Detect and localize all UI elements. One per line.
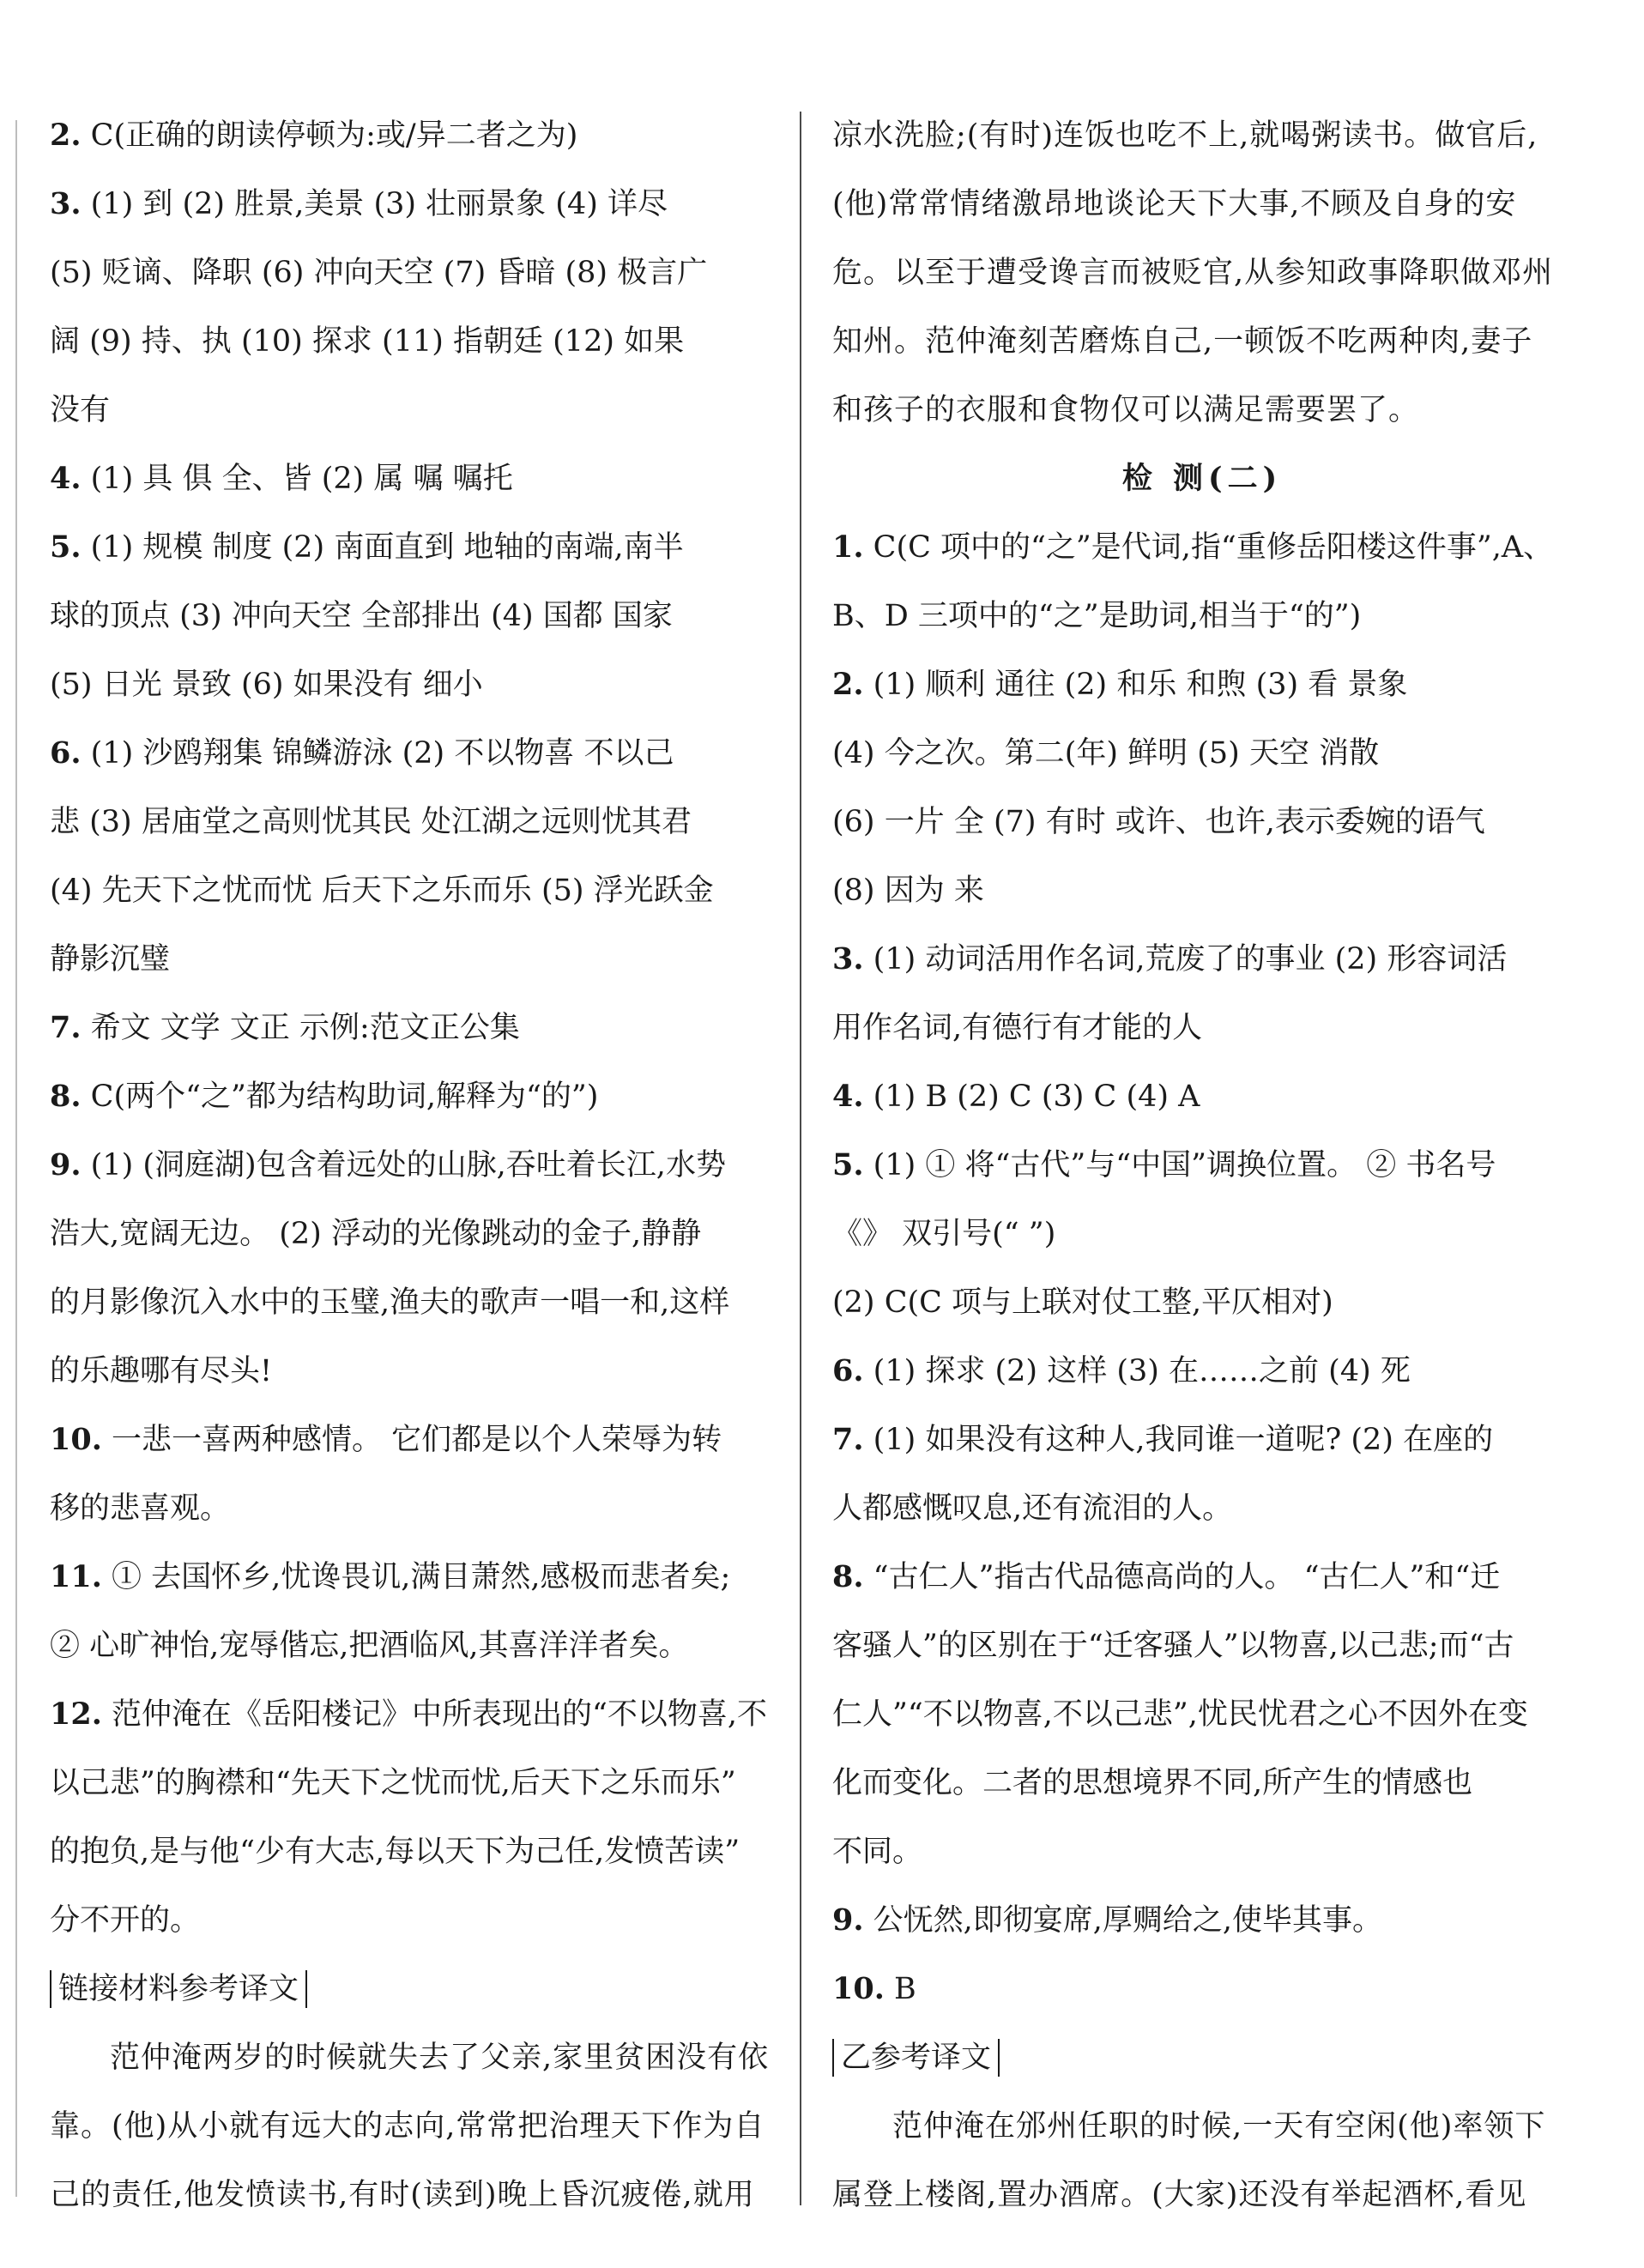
answer-text: 没有 — [50, 393, 111, 427]
answer-text: 仁人”“不以物喜,不以己悲”,忧民忧君之心不因外在变 — [832, 1697, 1528, 1732]
answer-line — [832, 719, 1572, 788]
answer-text: 静影沉璧 — [50, 942, 171, 977]
answer-line — [50, 1474, 789, 1543]
answer-line — [50, 1268, 789, 1337]
answer-text: 悲 (3) 居庙堂之高则忧其民 处江湖之远则忧其君 — [50, 805, 692, 839]
question-number: 5. — [50, 529, 82, 565]
question-number: 1. — [832, 529, 864, 565]
answer-line — [832, 1749, 1572, 1817]
answer-line — [50, 1337, 789, 1406]
answer-text: 阔 (9) 持、执 (10) 探求 (11) 指朝廷 (12) 如果 — [50, 324, 685, 359]
question-number: 10. — [50, 1422, 102, 1457]
question-number: 7. — [50, 1010, 82, 1045]
answer-text: (1) (洞庭湖)包含着远处的山脉,吞吐着长江,水势 — [81, 1148, 726, 1182]
answer-text: (6) 一片 全 (7) 有时 或许、也许,表示委婉的语气 — [832, 805, 1485, 839]
answer-text: (1) 规模 制度 (2) 南面直到 地轴的南端,南半 — [81, 530, 684, 565]
answer-line — [50, 513, 789, 582]
answer-text: ① 去国怀乡,忧谗畏讥,满目萧然,感极而悲者矣; — [101, 1560, 731, 1594]
answer-line — [50, 788, 789, 856]
left-margin-rule — [15, 120, 17, 2197]
answer-line — [50, 1680, 789, 1749]
answer-line — [832, 1817, 1572, 1886]
answer-text: B、D 三项中的“之”是助词,相当于“的”) — [832, 599, 1362, 633]
translation-line: 危。以至于遭受谗言而被贬官,从参知政事降职做邓州 — [832, 256, 1554, 290]
answer-text: (8) 因为 来 — [832, 874, 984, 908]
answer-text: C(正确的朗读停顿为:或/异二者之为) — [81, 118, 578, 153]
answer-text: (1) 如果没有这种人,我同谁一道呢? (2) 在座的 — [863, 1423, 1494, 1457]
answer-line — [832, 1612, 1572, 1680]
answer-line — [832, 1131, 1572, 1200]
answer-line — [50, 239, 789, 307]
answer-text: 用作名词,有德行有才能的人 — [832, 1011, 1203, 1045]
translation-line: 范仲淹两岁的时候就失去了父亲,家里贫困没有依 — [110, 2041, 770, 2075]
answer-line — [50, 1543, 789, 1612]
translation-box-title-label: 乙参考译文 — [832, 2039, 1000, 2077]
answer-line — [50, 1612, 789, 1680]
translation-line: 靠。(他)从小就有远大的志向,常常把治理天下作为自 — [50, 2109, 765, 2144]
answer-line — [832, 994, 1572, 1062]
answer-line — [50, 1817, 789, 1886]
answer-line — [50, 1749, 789, 1817]
answer-text: (1) B (2) C (3) C (4) A — [863, 1080, 1200, 1114]
answer-line — [50, 719, 789, 788]
answer-text: (1) 探求 (2) 这样 (3) 在……之前 (4) 死 — [863, 1354, 1411, 1388]
answer-line — [832, 788, 1572, 856]
answer-text: (1) 动词活用作名词,荒废了的事业 (2) 形容词活 — [863, 942, 1508, 977]
question-number: 5. — [832, 1147, 864, 1182]
answer-text: 移的悲喜观。 — [50, 1491, 231, 1526]
answer-text: B — [884, 1972, 916, 2006]
answer-line — [832, 1268, 1572, 1337]
answer-text: 希文 文学 文正 示例:范文正公集 — [81, 1011, 520, 1045]
answer-line — [832, 1200, 1572, 1268]
question-number: 4. — [50, 461, 82, 496]
answer-line — [50, 101, 789, 170]
section-heading: 检 测(二) — [1121, 461, 1283, 496]
answer-line — [50, 1886, 789, 1955]
answer-line — [832, 1406, 1572, 1474]
translation-box-title — [832, 2023, 1572, 2092]
answer-text: 的乐趣哪有尽头! — [50, 1354, 273, 1388]
answer-line — [832, 1680, 1572, 1749]
answer-line — [832, 1955, 1572, 2023]
translation-line: 知州。范仲淹刻苦磨炼自己,一顿饭不吃两种肉,妻子 — [832, 324, 1533, 359]
translation-box-title-label: 链接材料参考译文 — [50, 1970, 307, 2008]
answer-text: (1) 顺利 通往 (2) 和乐 和煦 (3) 看 景象 — [863, 668, 1408, 702]
answer-text: (2) C(C 项与上联对仗工整,平仄相对) — [832, 1285, 1333, 1320]
translation-line: 凉水洗脸;(有时)连饭也吃不上,就喝粥读书。做官后, — [832, 118, 1538, 153]
question-number: 6. — [832, 1353, 864, 1388]
answer-text: (4) 今之次。第二(年) 鲜明 (5) 天空 消散 — [832, 736, 1380, 771]
answer-text: 客骚人”的区别在于“迁客骚人”以物喜,以己悲;而“古 — [832, 1629, 1514, 1663]
answer-text: C(C 项中的“之”是代词,指“重修岳阳楼这件事”,A、 — [863, 530, 1554, 565]
question-number: 7. — [832, 1422, 864, 1457]
answer-line — [832, 650, 1572, 719]
question-number: 4. — [832, 1079, 864, 1114]
answer-line — [832, 582, 1572, 650]
answer-line — [50, 582, 789, 650]
question-number: 8. — [50, 1079, 82, 1114]
question-number: 3. — [50, 186, 82, 221]
answer-text: (1) 具 俱 全、皆 (2) 属 嘱 嘱托 — [81, 462, 513, 496]
answer-text: “古仁人”指古代品德高尚的人。 “古仁人”和“迁 — [863, 1560, 1501, 1594]
answer-line — [832, 856, 1572, 925]
answer-line — [50, 376, 789, 445]
translation-line: 范仲淹在邠州任职的时候,一天有空闲(他)率领下 — [892, 2109, 1546, 2144]
answer-line — [832, 1543, 1572, 1612]
answer-text: 不同。 — [832, 1835, 923, 1869]
answer-text: (5) 日光 景致 (6) 如果没有 细小 — [50, 668, 483, 702]
answer-line — [50, 170, 789, 239]
answer-line — [50, 856, 789, 925]
answer-text: 化而变化。二者的思想境界不同,所产生的情感也 — [832, 1766, 1473, 1800]
answer-text: (1) 到 (2) 胜景,美景 (3) 壮丽景象 (4) 详尽 — [81, 187, 668, 221]
answer-text: 《》 双引号(“ ”) — [832, 1217, 1056, 1251]
answer-line — [50, 1062, 789, 1131]
left-column — [50, 101, 789, 2229]
answer-text: 浩大,宽阔无边。 (2) 浮动的光像跳动的金子,静静 — [50, 1217, 702, 1251]
question-number: 11. — [50, 1559, 102, 1594]
question-number: 2. — [832, 667, 864, 702]
answer-line — [832, 1474, 1572, 1543]
answer-text: 分不开的。 — [50, 1903, 201, 1938]
answer-text: (1) 沙鸥翔集 锦鳞游泳 (2) 不以物喜 不以己 — [81, 736, 674, 771]
answer-text: ② 心旷神怡,宠辱偕忘,把酒临风,其喜洋洋者矣。 — [50, 1629, 689, 1663]
question-number: 9. — [832, 1902, 864, 1938]
answer-line — [832, 925, 1572, 994]
answer-text: (4) 先天下之忧而忧 后天下之乐而乐 (5) 浮光跃金 — [50, 874, 714, 908]
question-number: 9. — [50, 1147, 82, 1182]
answer-line — [50, 307, 789, 376]
question-number: 12. — [50, 1696, 102, 1732]
column-divider — [800, 112, 801, 2205]
answer-text: 球的顶点 (3) 冲向天空 全部排出 (4) 国都 国家 — [50, 599, 673, 633]
question-number: 6. — [50, 735, 82, 771]
answer-line — [50, 445, 789, 513]
answer-text: 人都感慨叹息,还有流泪的人。 — [832, 1491, 1233, 1526]
answer-text: (5) 贬谪、降职 (6) 冲向天空 (7) 昏暗 (8) 极言广 — [50, 256, 708, 290]
answer-line — [832, 513, 1572, 582]
answer-text: C(两个“之”都为结构助词,解释为“的”) — [81, 1080, 599, 1114]
answer-text: 公怃然,即彻宴席,厚赒给之,使毕其事。 — [863, 1903, 1383, 1938]
answer-line — [50, 650, 789, 719]
answer-text: 的抱负,是与他“少有大志,每以天下为己任,发愤苦读” — [50, 1835, 740, 1869]
answer-line — [50, 1200, 789, 1268]
translation-box-title — [50, 1955, 789, 2023]
answer-line — [832, 1337, 1572, 1406]
translation-line: 和孩子的衣服和食物仅可以满足需要罢了。 — [832, 393, 1420, 427]
question-number: 10. — [832, 1971, 885, 2006]
question-number: 8. — [832, 1559, 864, 1594]
translation-line: 属登上楼阁,置办酒席。(大家)还没有举起酒杯,看见 — [832, 2178, 1527, 2212]
question-number: 2. — [50, 118, 82, 153]
answer-line — [50, 1406, 789, 1474]
answer-line — [50, 994, 789, 1062]
answer-line — [832, 1886, 1572, 1955]
right-column — [832, 101, 1572, 2229]
answer-line — [832, 1062, 1572, 1131]
answer-line — [50, 925, 789, 994]
translation-line: 己的责任,他发愤读书,有时(读到)晚上昏沉疲倦,就用 — [50, 2178, 755, 2212]
answer-text: 以己悲”的胸襟和“先天下之忧而忧,后天下之乐而乐” — [50, 1766, 736, 1800]
answer-line — [50, 1131, 789, 1200]
answer-text: (1) ① 将“古代”与“中国”调换位置。 ② 书名号 — [863, 1148, 1496, 1182]
answer-text: 的月影像沉入水中的玉璧,渔夫的歌声一唱一和,这样 — [50, 1285, 730, 1320]
translation-line: (他)常常情绪激昂地谈论天下大事,不顾及自身的安 — [832, 187, 1517, 221]
answer-text: 范仲淹在《岳阳楼记》中所表现出的“不以物喜,不 — [101, 1697, 768, 1732]
answer-text: 一悲一喜两种感情。 它们都是以个人荣辱为转 — [101, 1423, 722, 1457]
question-number: 3. — [832, 941, 864, 977]
